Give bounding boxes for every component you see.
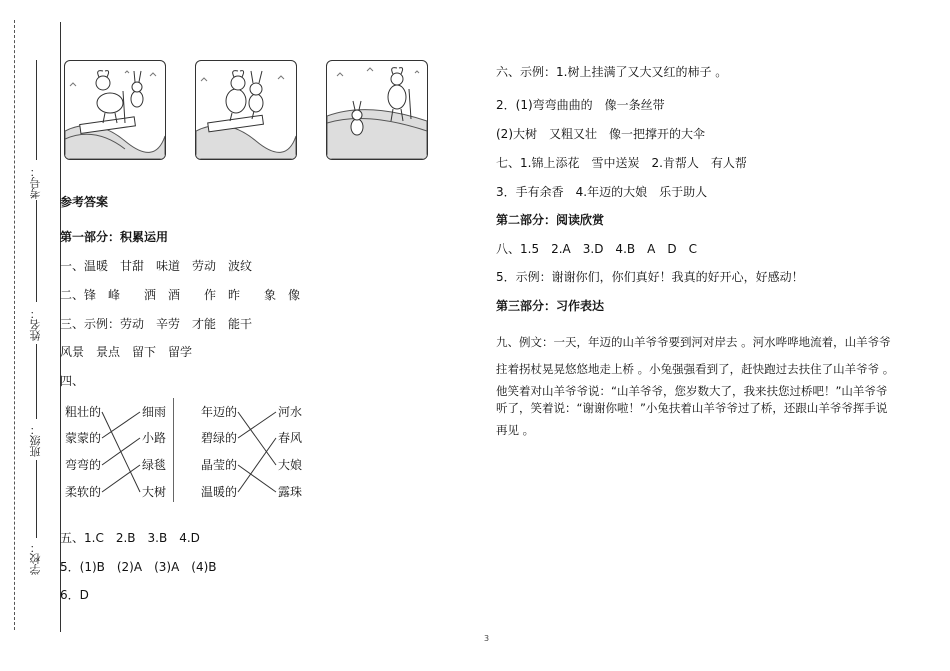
match2-left-1: 年迈的 — [201, 405, 238, 419]
answer-7: 七、1.锦上添花 雪中送炭 2.肯帮人 有人帮 — [496, 156, 747, 170]
match2-right-1: 河水 — [278, 405, 303, 419]
matching-exercise-1 — [60, 398, 180, 504]
match1-left-1: 粗壮的 — [65, 405, 102, 419]
answer-8-5: 5．示例：谢谢你们，你们真好！我真的好开心，好感动！ — [496, 270, 804, 284]
essay-line-3: 他笑着对山羊爷爷说：“山羊爷爷，您岁数大了，我来扶您过桥吧！”山羊爷爷 — [496, 384, 888, 398]
match-divider — [173, 398, 174, 502]
illustration-1-goat-on-bridge — [64, 60, 166, 160]
answer-8: 八、1.5 2.A 3.D 4.B A D C — [496, 242, 697, 256]
label-xuexiao: 学校： — [29, 542, 42, 575]
answer-6-2-1: 2．(1)弯弯曲曲的 像一条丝带 — [496, 98, 665, 112]
answer-3-cont: 风景 景点 留下 留学 — [60, 345, 193, 359]
answer-5: 五、1.C 2.B 3.B 4.D — [60, 531, 200, 545]
match2-connector-lines — [196, 398, 316, 504]
page-number: 3 — [484, 634, 490, 643]
part1-heading: 第一部分：积累运用 — [60, 230, 169, 244]
label-banji: 班级： — [29, 424, 42, 457]
field-kaohao[interactable] — [36, 60, 37, 160]
essay-line-2: 拄着拐杖晃晃悠悠地走上桥 。小兔强强看到了，赶快跑过去扶住了山羊爷爷 。 — [496, 362, 895, 376]
match2-left-2: 碧绿的 — [201, 431, 238, 445]
match2-left-4: 温暖的 — [201, 485, 238, 499]
match1-right-1: 细雨 — [142, 405, 167, 419]
essay-line-4: 听了，笑着说：“谢谢你啦！”小兔扶着山羊爷爷过了桥，还跟山羊爷爷挥手说 — [496, 401, 888, 415]
field-xingming[interactable] — [36, 200, 37, 302]
answer-5-sub: 5．(1)B (2)A (3)A (4)B — [60, 560, 217, 574]
answer-6: 6．D — [60, 588, 89, 602]
answer-2: 二、锋 峰 洒 酒 作 昨 象 像 — [60, 288, 301, 302]
match2-right-4: 露珠 — [278, 485, 303, 499]
essay-line-1: 九、例文：一天，年迈的山羊爷爷要到河对岸去 。河水哗哗地流着，山羊爷爷 — [496, 335, 891, 349]
match2-right-2: 春风 — [278, 431, 303, 445]
essay-line-5: 再见 。 — [496, 423, 535, 437]
field-banji[interactable] — [36, 344, 37, 419]
answer-3: 三、示例：劳动 辛劳 才能 能干 — [60, 317, 253, 331]
match1-left-2: 蒙蒙的 — [65, 431, 102, 445]
illustration-3-waving-goodbye — [326, 60, 428, 160]
match1-right-4: 大树 — [142, 485, 167, 499]
answer-7-cont: 3．手有余香 4.年迈的大娘 乐于助人 — [496, 185, 708, 199]
match1-left-4: 柔软的 — [65, 485, 102, 499]
match2-right-3: 大娘 — [278, 458, 303, 472]
answer-6-example: 六、示例：1.树上挂满了又大又红的柿子 。 — [496, 65, 728, 79]
part3-heading: 第三部分：习作表达 — [496, 299, 605, 313]
match1-right-2: 小路 — [142, 431, 167, 445]
illustration-2-rabbit-helps-goat — [195, 60, 297, 160]
matching-exercise-2 — [196, 398, 316, 504]
label-xingming: 姓名： — [29, 308, 42, 341]
match1-connector-lines — [60, 398, 180, 504]
cut-line — [14, 20, 15, 630]
match2-left-3: 晶莹的 — [201, 458, 238, 472]
answer-6-2-2: (2)大树 又粗又壮 像一把撑开的大伞 — [496, 127, 705, 141]
ref-answer-title: 参考答案 — [60, 195, 109, 209]
answer-4-label: 四、 — [60, 374, 85, 388]
part2-heading: 第二部分：阅读欣赏 — [496, 213, 605, 227]
match1-right-3: 绿毯 — [142, 458, 167, 472]
binding-margin — [0, 0, 60, 671]
label-kaohao: 考号： — [29, 166, 42, 199]
match1-left-3: 弯弯的 — [65, 458, 102, 472]
answer-1: 一、温暖 甘甜 味道 劳动 波纹 — [60, 259, 253, 273]
field-xuexiao[interactable] — [36, 460, 37, 538]
